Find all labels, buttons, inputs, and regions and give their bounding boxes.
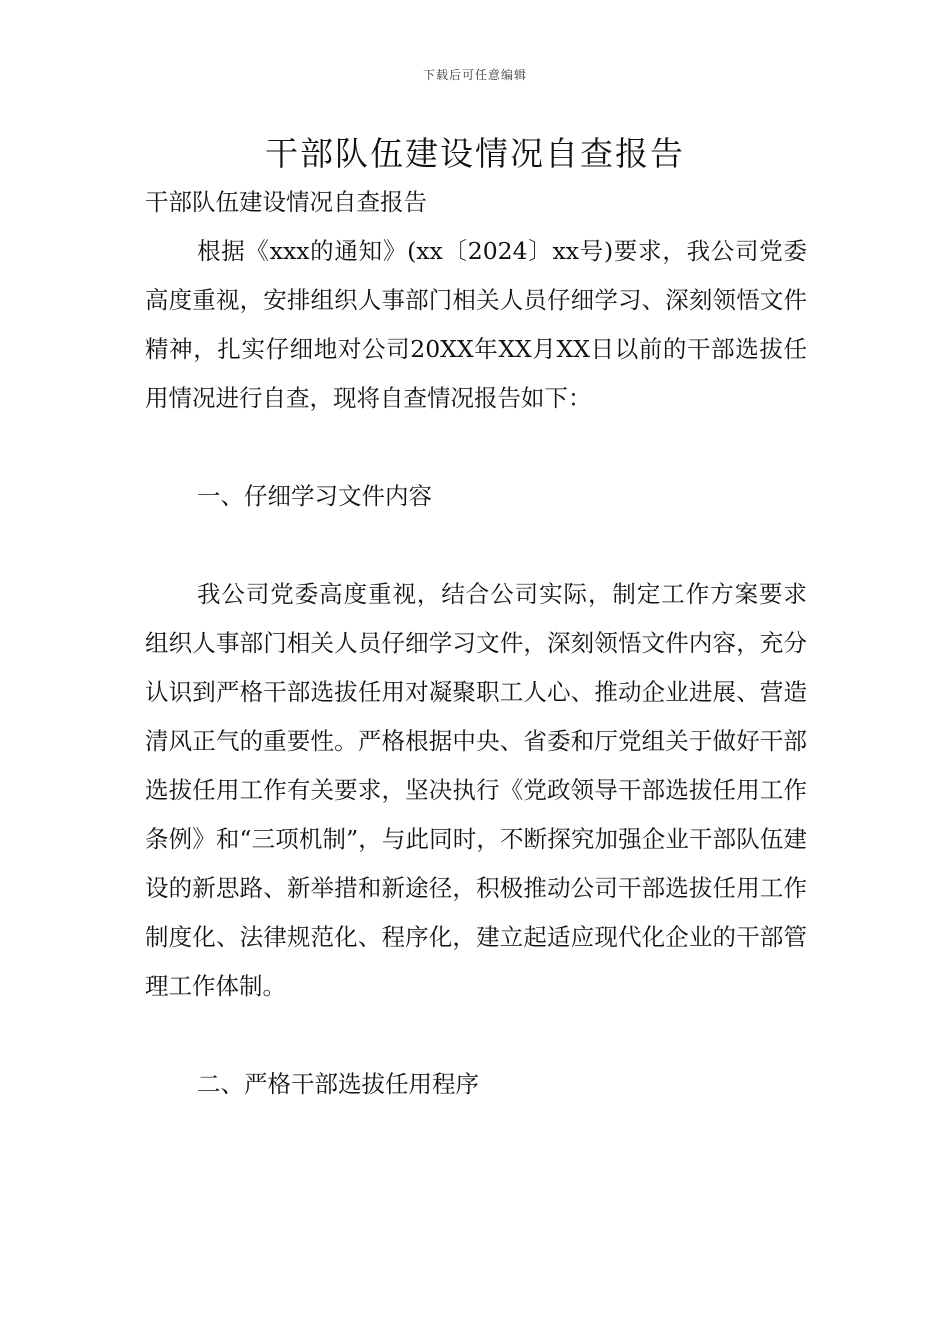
intro-paragraph: 根据《xxx的通知》(xx〔2024〕xx号)要求，我公司党委高度重视，安排组织人事部门相关人员仔细学习、深刻领悟文件精神，扎实仔细地对公司20XX年XX月XX日以前的干部选拔任用情况进行自查，现将自查情况报告如下： [145,237,807,412]
section-2-heading: 二、严格干部选拔任用程序 [197,1070,479,1098]
section-1-heading: 一、仔细学习文件内容 [197,482,432,510]
section-1-paragraph: 我公司党委高度重视，结合公司实际，制定工作方案要求组织人事部门相关人员仔细学习文件，深刻领悟文件内容，充分认识到严格干部选拔任用对凝聚职工人心、推动企业进展、营造清风正气的重要性。严格根据中央、省委和厅党组关于做好干部选拔任用工作有关要求，坚决执行《党政领导干部选拔任用工作条例》和“三项机制”，与此同时，不断探究加强企业干部队伍建设的新思路、新举措和新途径，积极推动公司干部选拔任用工作制度化、法律规范化、程序化，建立起适应现代化企业的干部管理工作体制。 [145,580,807,1000]
document-subtitle: 干部队伍建设情况自查报告 [145,188,427,216]
document-title: 干部队伍建设情况自查报告 [265,134,685,173]
header-note: 下载后可任意编辑 [422,68,527,82]
document-body [145,178,807,1109]
